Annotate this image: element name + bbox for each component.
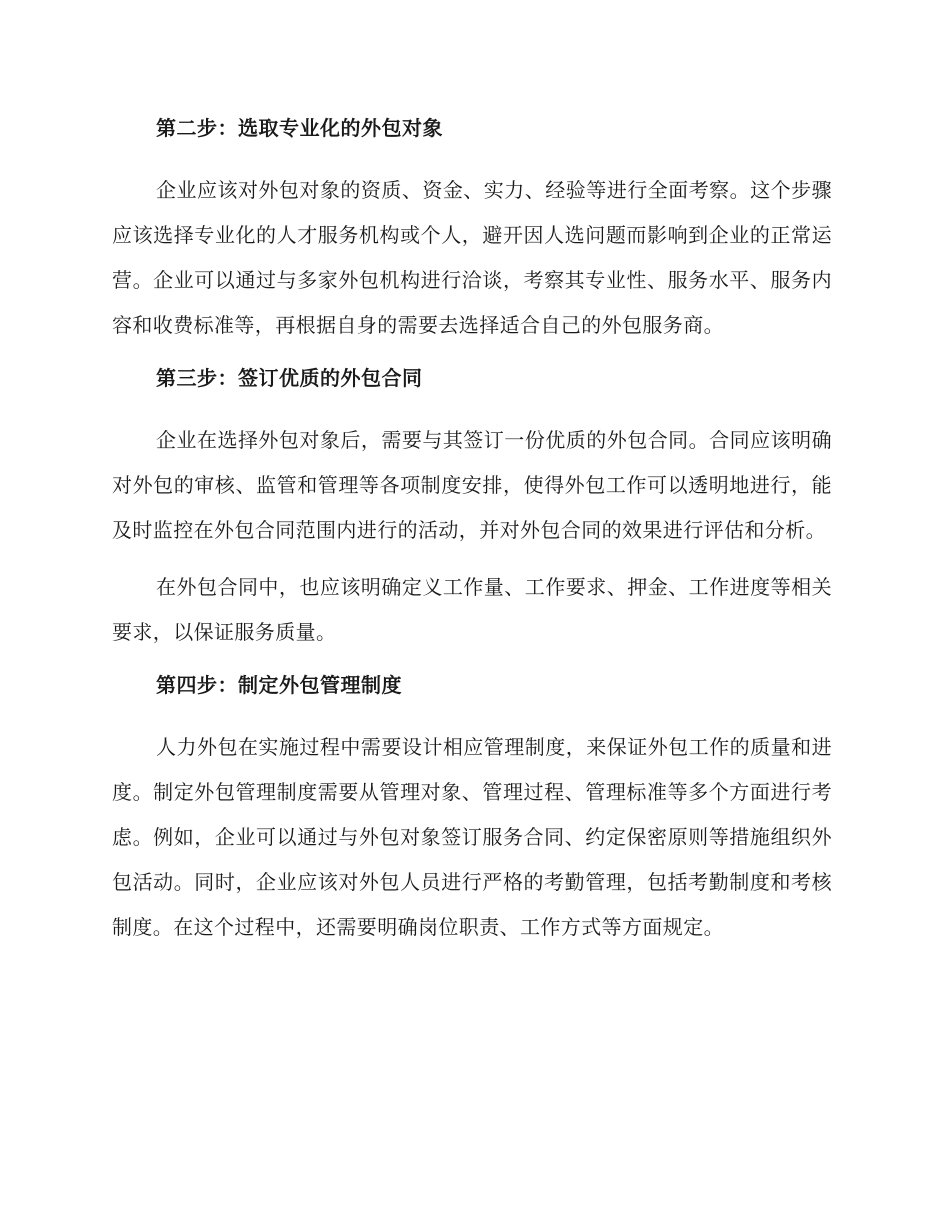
paragraph-step-2-body: 企业应该对外包对象的资质、资金、实力、经验等进行全面考察。这个步骤应该选择专业化的人才服务机构或个人，避开因人选问题而影响到企业的正常运营。企业可以通过与多家外包机构进行洽谈，考察其专业性、服务水平、服务内容和收费标准等，再根据自身的需要去选择适合自己的外包服务商。 bbox=[112, 178, 832, 337]
paragraph-step-4-body: 人力外包在实施过程中需要设计相应管理制度，来保证外包工作的质量和进度。制定外包管理制度需要从管理对象、管理过程、管理标准等多个方面进行考虑。例如，企业可以通过与外包对象签订服务合同、约定保密原则等措施组织外包活动。同时，企业应该对外包人员进行严格的考勤管理，包括考勤制度和考核制度。在这个过程中，还需要明确岗位职责、工作方式等方面规定。 bbox=[112, 735, 832, 939]
document-body bbox=[112, 110, 832, 962]
section-heading-step-2: 第二步：选取专业化的外包对象 bbox=[156, 116, 443, 140]
paragraph-step-3-contract-requirements: 在外包合同中，也应该明确定义工作量、工作要求、押金、工作进度等相关要求，以保证服务质量。 bbox=[112, 575, 832, 644]
section-heading-step-3: 第三步：签订优质的外包合同 bbox=[156, 366, 423, 390]
paragraph-step-3-body: 企业在选择外包对象后，需要与其签订一份优质的外包合同。合同应该明确对外包的审核、监管和管理等各项制度安排，使得外包工作可以透明地进行，能及时监控在外包合同范围内进行的活动，并对外包合同的效果进行评估和分析。 bbox=[112, 428, 832, 542]
section-heading-step-4: 第四步：制定外包管理制度 bbox=[156, 673, 402, 697]
